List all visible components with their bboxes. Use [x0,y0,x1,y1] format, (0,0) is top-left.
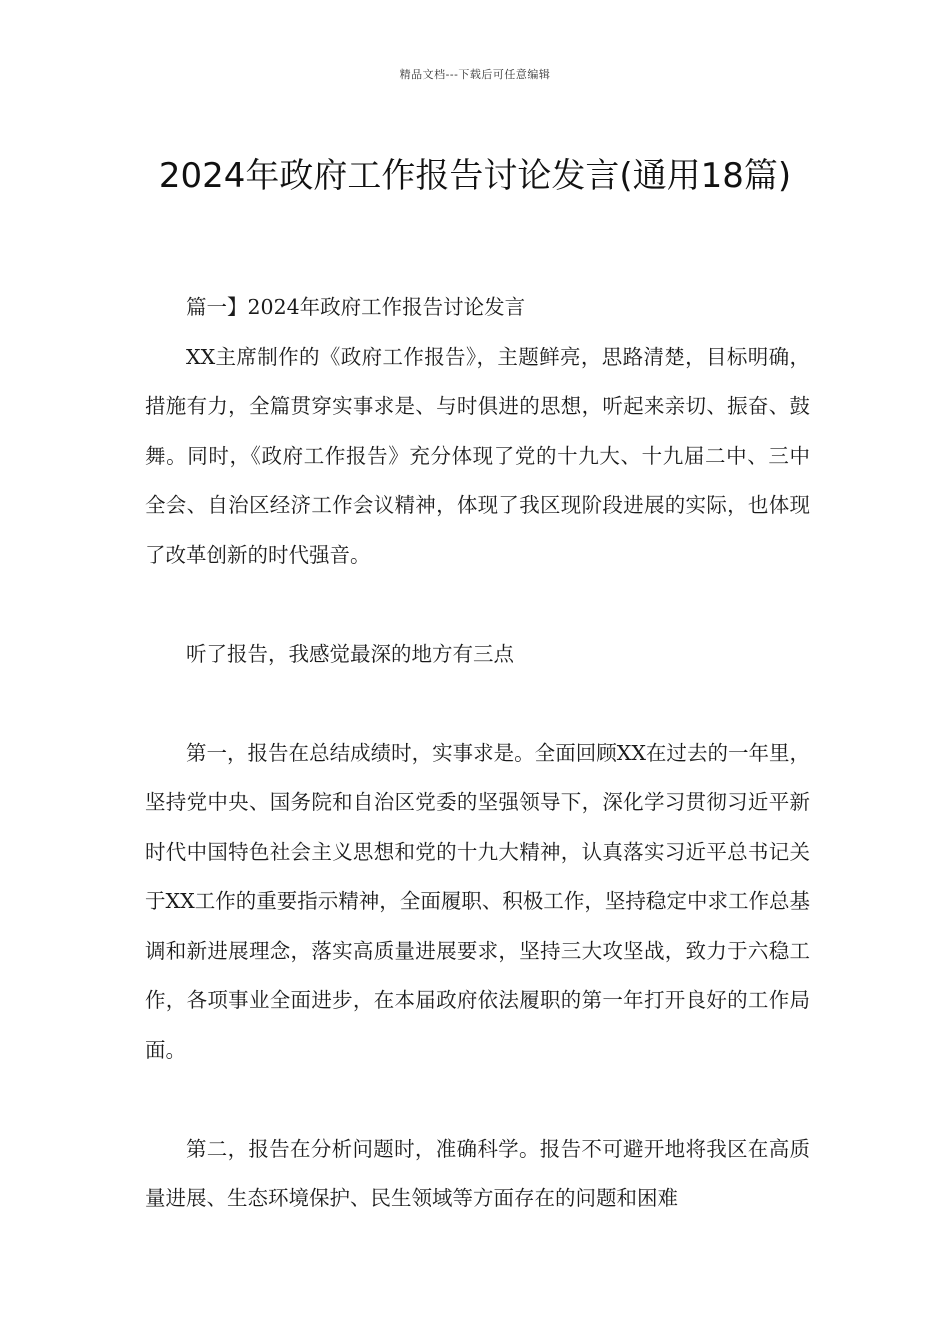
paragraph: 听了报告，我感觉最深的地方有三点 [186,641,514,666]
document-title: 2024年政府工作报告讨论发言(通用18篇) [158,155,792,196]
paragraph-spacer [145,679,810,729]
paragraph: 第二，报告在分析问题时，准确科学。报告不可避开地将我区在高质量进展、生态环境保护、民生领域等方面存在的问题和困难 [145,1136,810,1210]
paragraph: XX主席制作的《政府工作报告》，主题鲜亮，思路清楚，目标明确，措施有力，全篇贯穿实事求是、与时俱进的思想，听起来亲切、振奋、鼓舞。同时，《政府工作报告》充分体现了党的十九大、十九届二中、三中全会、自治区经济工作会议精神，体现了我区现阶段进展的实际，也体现了改革创新的时代强音。 [145,344,810,567]
paragraph: 第一，报告在总结成绩时，实事求是。全面回顾XX在过去的一年里，坚持党中央、国务院和自治区党委的坚强领导下，深化学习贯彻习近平新时代中国特色社会主义思想和党的十九大精神，认真落实习近平总书记关于XX工作的重要指示精神，全面履职、积极工作，坚持稳定中求工作总基调和新进展理念，落实高质量进展要求，坚持三大攻坚战，致力于六稳工作，各项事业全面进步，在本届政府依法履职的第一年打开良好的工作局面。 [145,740,810,1062]
section-heading: 篇一】2024年政府工作报告讨论发言 [186,295,526,319]
paragraph-spacer [145,580,810,630]
paragraph-spacer [145,1075,810,1125]
document-body [145,283,810,1224]
header-note: 精品文档---下载后可任意编辑 [399,68,551,81]
